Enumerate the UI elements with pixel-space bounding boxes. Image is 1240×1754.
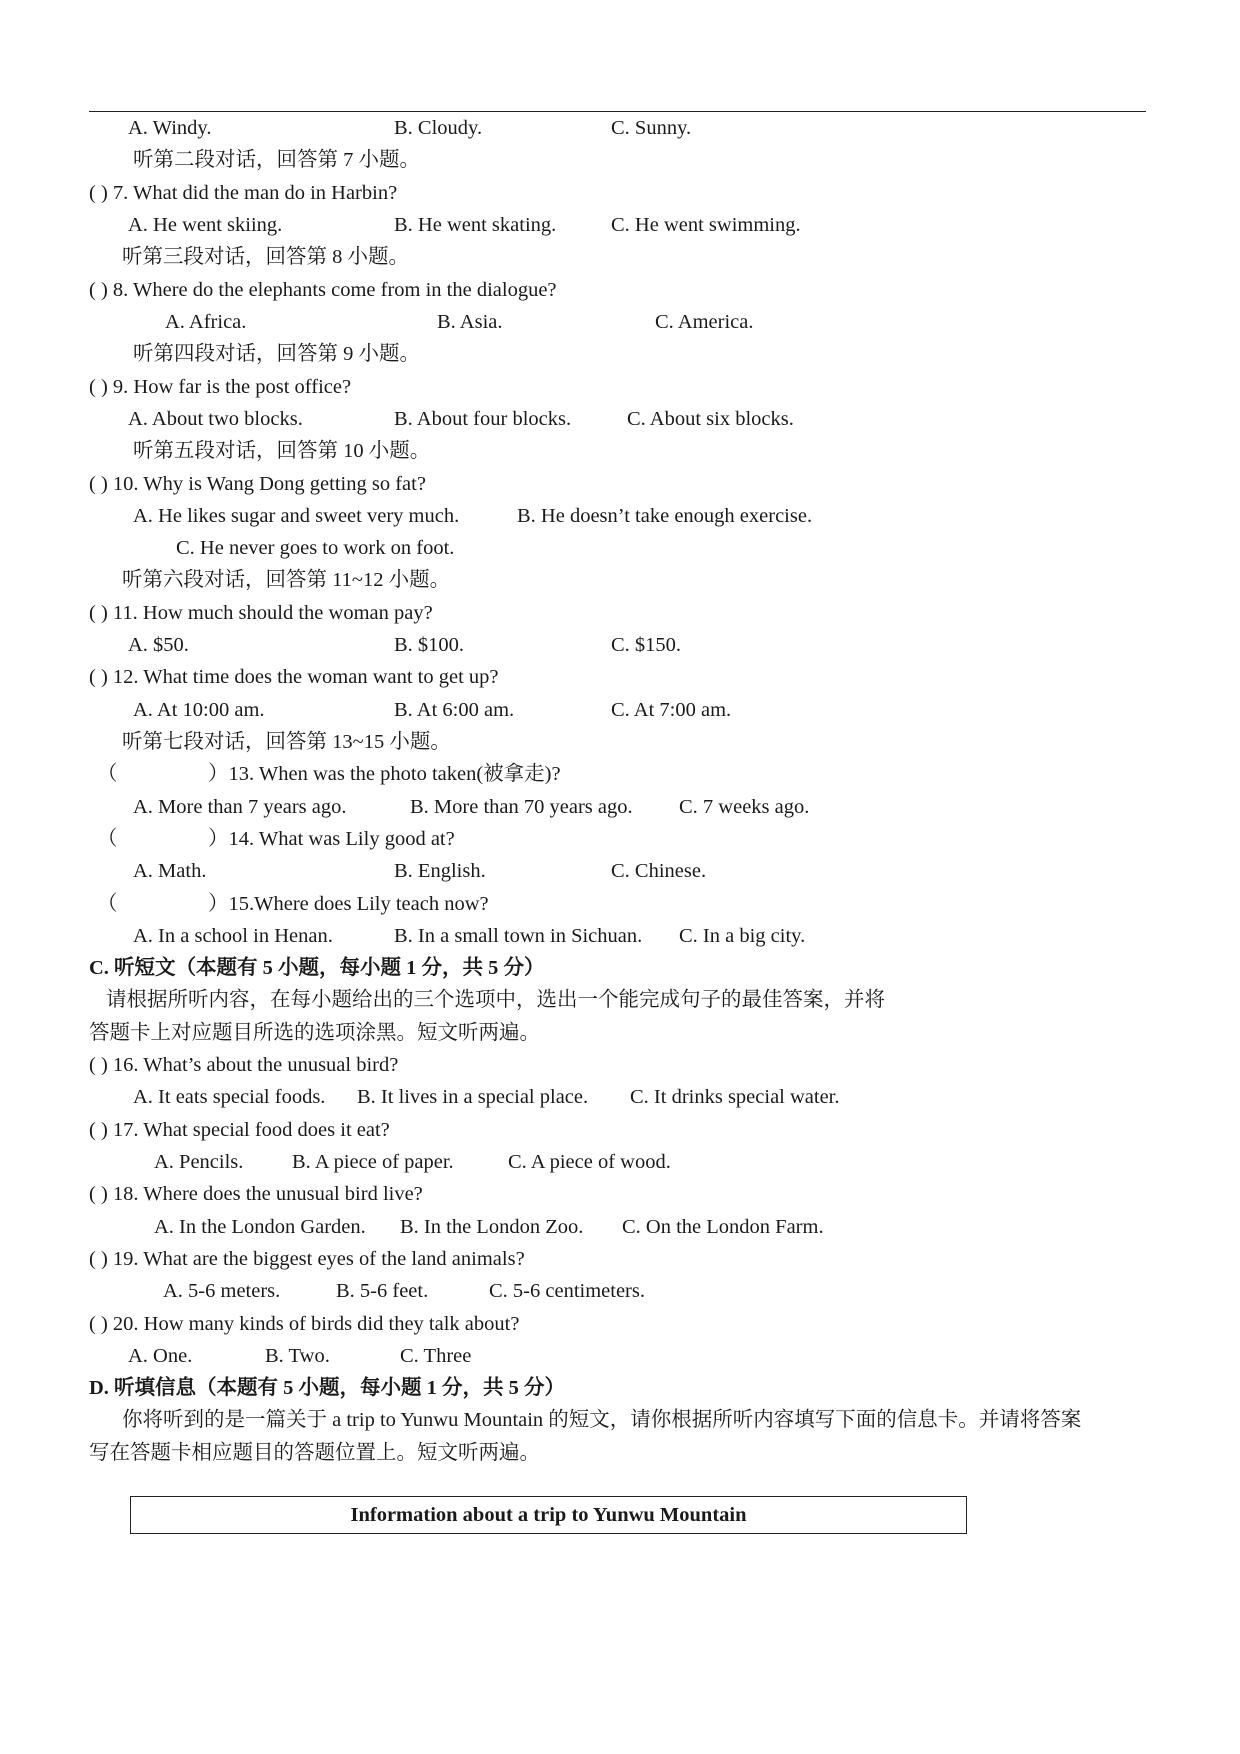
q19 (0, 1243, 1240, 1275)
section-c-instr-2 (0, 1017, 1240, 1049)
section-d-heading (0, 1372, 1240, 1404)
section-d-heading-text: D. 听填信息（本题有 5 小题，每小题 1 分，共 5 分） (89, 1377, 566, 1399)
q17-options (0, 1146, 1240, 1178)
q18-options-text: A. In the London Garden. (154, 1216, 366, 1238)
instr-dialogue-3 (0, 241, 1240, 273)
q14-options-text: A. Math. (133, 860, 207, 882)
q18-options-text: B. In the London Zoo. (400, 1216, 584, 1238)
q15-options-text: A. In a school in Henan. (133, 925, 333, 947)
q9-options-text: A. About two blocks. (128, 408, 303, 430)
instr-dialogue-6-text: 听第六段对话，回答第 11~12 小题。 (122, 569, 451, 591)
q12-options-text: A. At 10:00 am. (133, 699, 265, 721)
q17-options-text: C. A piece of wood. (508, 1151, 671, 1173)
q12-text: ( ) 12. What time does the woman want to get up? (89, 666, 499, 688)
q20 (0, 1308, 1240, 1340)
q15-text: （ (97, 893, 118, 915)
q12 (0, 661, 1240, 693)
info-card-title: Information about a trip to Yunwu Mountain (350, 1504, 747, 1526)
section-c-instr-1-text: 请根据所听内容，在每小题给出的三个选项中，选出一个能完成句子的最佳答案，并将 (106, 989, 885, 1011)
section-c-heading-text: C. 听短文（本题有 5 小题，每小题 1 分，共 5 分） (89, 957, 545, 979)
q13-text: （ (97, 763, 118, 785)
section-c-instr-1 (0, 984, 1240, 1016)
q7-options (0, 209, 1240, 241)
q20-options-text: B. Two. (265, 1345, 330, 1367)
instr-dialogue-6 (0, 564, 1240, 596)
q13-text: ）13. When was the photo taken(被拿走)? (208, 763, 561, 785)
q13-options-text: A. More than 7 years ago. (133, 796, 347, 818)
q16-options-text: B. It lives in a special place. (357, 1086, 589, 1108)
q16 (0, 1049, 1240, 1081)
section-d-instr-1 (0, 1404, 1240, 1436)
instr-dialogue-3-text: 听第三段对话，回答第 8 小题。 (122, 246, 409, 268)
instr-dialogue-2-text: 听第二段对话，回答第 7 小题。 (133, 149, 420, 171)
q19-text: ( ) 19. What are the biggest eyes of the land animals? (89, 1248, 525, 1270)
section-c-instr-2-text: 答题卡上对应题目所选的选项涂黑。短文听两遍。 (89, 1022, 540, 1044)
q17 (0, 1114, 1240, 1146)
q10 (0, 468, 1240, 500)
q20-options (0, 1340, 1240, 1372)
q15-options-text: B. In a small town in Sichuan. (394, 925, 643, 947)
q15-text: ）15.Where does Lily teach now? (208, 893, 489, 915)
q20-options-text: A. One. (128, 1345, 193, 1367)
q10-text: ( ) 10. Why is Wang Dong getting so fat? (89, 473, 426, 495)
q17-options-text: B. A piece of paper. (292, 1151, 454, 1173)
q17-text: ( ) 17. What special food does it eat? (89, 1119, 390, 1141)
q11-options-text: A. $50. (128, 634, 189, 656)
q16-options-text: C. It drinks special water. (630, 1086, 840, 1108)
q8-options-text: C. America. (655, 311, 754, 333)
q10-options-ab (0, 500, 1240, 532)
q9-text: ( ) 9. How far is the post office? (89, 376, 352, 398)
q18-options-text: C. On the London Farm. (622, 1216, 824, 1238)
q15 (0, 888, 1240, 920)
instr-dialogue-5 (0, 435, 1240, 467)
q6-options-text: B. Cloudy. (394, 117, 483, 139)
q7-text: ( ) 7. What did the man do in Harbin? (89, 182, 398, 204)
q6-options (0, 112, 1240, 144)
instr-dialogue-4-text: 听第四段对话，回答第 9 小题。 (133, 343, 420, 365)
q18-options (0, 1211, 1240, 1243)
q8 (0, 274, 1240, 306)
q16-options (0, 1081, 1240, 1113)
section-c-heading (0, 952, 1240, 984)
q6-options-text: C. Sunny. (611, 117, 692, 139)
q14-options-text: C. Chinese. (611, 860, 707, 882)
section-d-instr-2-text: 写在答题卡相应题目的答题位置上。短文听两遍。 (89, 1442, 540, 1464)
q13-options-text: C. 7 weeks ago. (679, 796, 810, 818)
q12-options-text: B. At 6:00 am. (394, 699, 515, 721)
instr-dialogue-5-text: 听第五段对话，回答第 10 小题。 (133, 440, 431, 462)
q8-options-text: A. Africa. (165, 311, 247, 333)
q19-options-text: A. 5-6 meters. (163, 1280, 281, 1302)
q9-options-text: C. About six blocks. (627, 408, 794, 430)
instr-dialogue-4 (0, 338, 1240, 370)
section-d-instr-2 (0, 1437, 1240, 1469)
q17-options-text: A. Pencils. (154, 1151, 244, 1173)
q14-text: （ (97, 828, 118, 850)
instr-dialogue-7 (0, 726, 1240, 758)
q11-text: ( ) 11. How much should the woman pay? (89, 602, 433, 624)
q14-text: ）14. What was Lily good at? (208, 828, 455, 850)
section-d-instr-1-text: 你将听到的是一篇关于 a trip to Yunwu Mountain 的短文，请你根据所听内容填写下面的信息卡。并请将答案 (122, 1409, 1082, 1431)
q8-options (0, 306, 1240, 338)
q13-options (0, 791, 1240, 823)
q8-text: ( ) 8. Where do the elephants come from in the dialogue? (89, 279, 557, 301)
q20-options-text: C. Three (400, 1345, 472, 1367)
q16-text: ( ) 16. What’s about the unusual bird? (89, 1054, 399, 1076)
q9-options (0, 403, 1240, 435)
q10-options-ab-text: B. He doesn’t take enough exercise. (517, 505, 813, 527)
q12-options (0, 694, 1240, 726)
q9-options-text: B. About four blocks. (394, 408, 572, 430)
q18 (0, 1178, 1240, 1210)
q6-options-text: A. Windy. (128, 117, 212, 139)
q11 (0, 597, 1240, 629)
q15-options (0, 920, 1240, 952)
q15-options-text: C. In a big city. (679, 925, 806, 947)
q8-options-text: B. Asia. (437, 311, 503, 333)
q10-option-c-text: C. He never goes to work on foot. (176, 537, 455, 559)
q11-options-text: B. $100. (394, 634, 465, 656)
q14 (0, 823, 1240, 855)
q10-option-c (0, 532, 1240, 564)
q12-options-text: C. At 7:00 am. (611, 699, 732, 721)
q13-options-text: B. More than 70 years ago. (410, 796, 633, 818)
q7 (0, 177, 1240, 209)
q19-options-text: C. 5-6 centimeters. (489, 1280, 645, 1302)
q18-text: ( ) 18. Where does the unusual bird live? (89, 1183, 423, 1205)
q20-text: ( ) 20. How many kinds of birds did they talk about? (89, 1313, 520, 1335)
q14-options-text: B. English. (394, 860, 486, 882)
q13 (0, 758, 1240, 790)
q7-options-text: A. He went skiing. (128, 214, 283, 236)
instr-dialogue-2 (0, 144, 1240, 176)
q11-options (0, 629, 1240, 661)
q19-options-text: B. 5-6 feet. (336, 1280, 429, 1302)
q10-options-ab-text: A. He likes sugar and sweet very much. (133, 505, 460, 527)
instr-dialogue-7-text: 听第七段对话，回答第 13~15 小题。 (122, 731, 451, 753)
q11-options-text: C. $150. (611, 634, 682, 656)
q7-options-text: C. He went swimming. (611, 214, 801, 236)
info-card-title-box (130, 1496, 967, 1534)
q14-options (0, 855, 1240, 887)
q7-options-text: B. He went skating. (394, 214, 557, 236)
q19-options (0, 1275, 1240, 1307)
q16-options-text: A. It eats special foods. (133, 1086, 326, 1108)
q9 (0, 371, 1240, 403)
